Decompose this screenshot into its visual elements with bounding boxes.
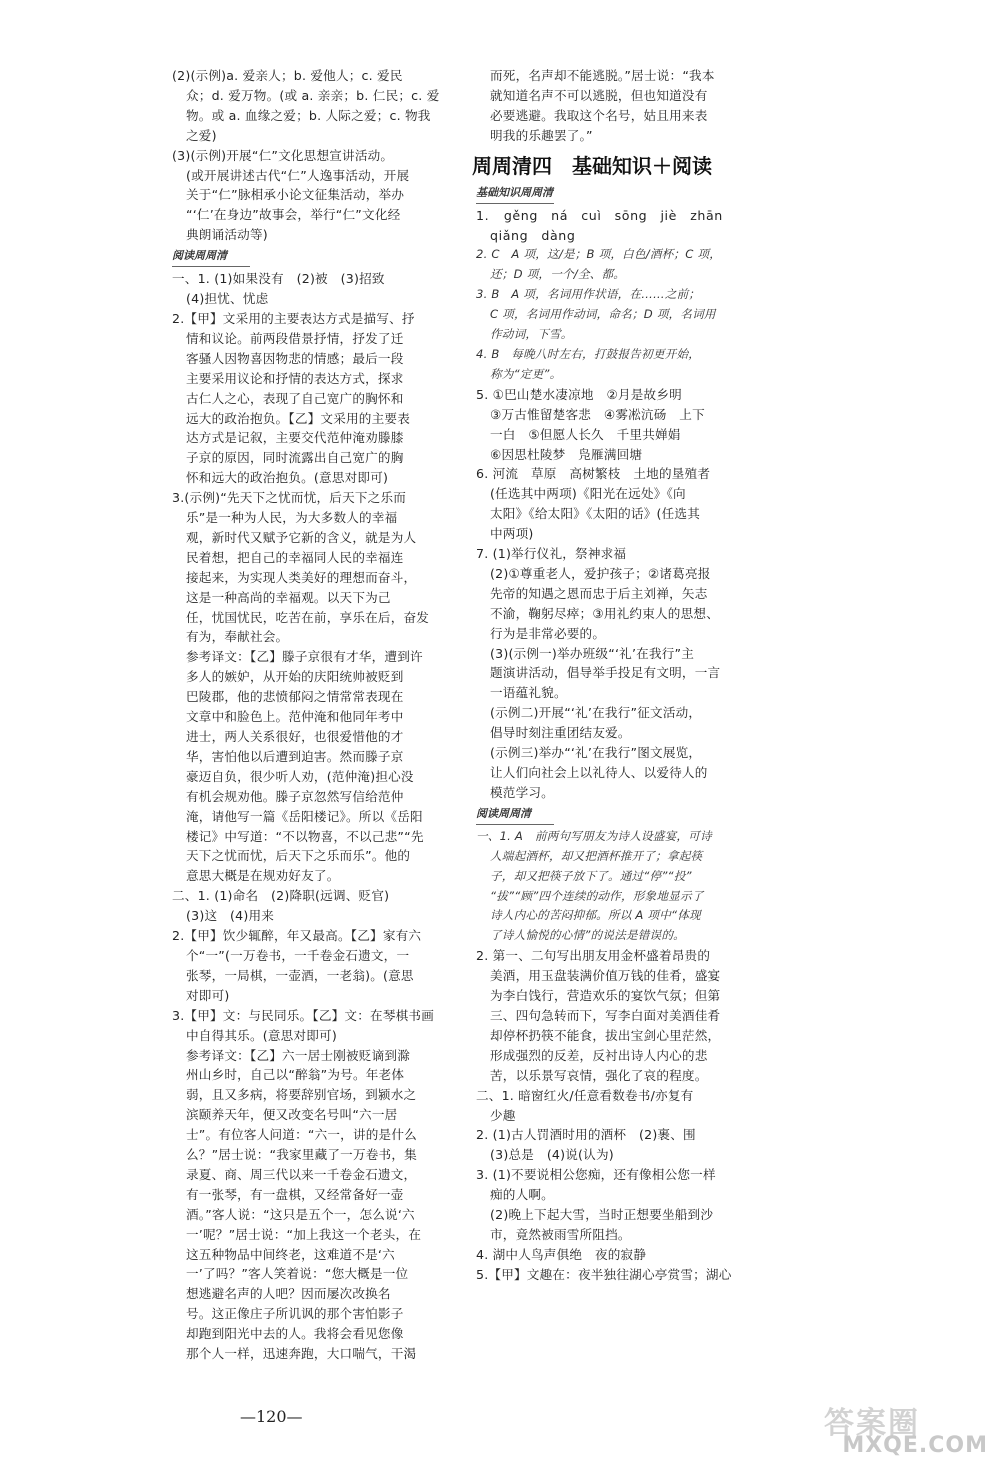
answer-line: 这五种物品中间终老，这难道不是‘六 — [186, 1246, 395, 1262]
answer-line: 4. B 每晚八时左右，打鼓报告初更开始， — [476, 346, 700, 361]
answer-line: 观，新时代又赋予它新的含义，就是为人 — [186, 529, 417, 545]
answer-line: (4)担忧、忧虑 — [186, 291, 269, 307]
answer-line: 题演讲活动，倡导举手投足有文明，一言 — [490, 665, 721, 681]
answer-line: 子京的原因，同时流露出自己宽广的胸 — [186, 450, 404, 466]
answer-line: 苦，以乐景写哀情，强化了哀的程度。 — [490, 1067, 708, 1083]
answer-line: (3)总是 (4)说(认为) — [490, 1147, 614, 1163]
answer-line: (任选其中两项)《阳光在远处》《向 — [490, 486, 686, 502]
answer-line: (3)这 (4)用来 — [186, 908, 275, 924]
answer-line: 有为，奉献社会。 — [186, 629, 289, 645]
watermark-seal: 答案圈 — [824, 1406, 920, 1441]
answer-line: ⑥因思杜陵梦 凫雁满回塘 — [490, 446, 643, 462]
answer-line: 少趣 — [490, 1107, 516, 1123]
answer-line: C 项，名词用作动词，命名；D 项，名词用 — [490, 307, 716, 322]
answer-line: 3.【甲】文：与民同乐。【乙】文：在琴棋书画 — [172, 1007, 434, 1023]
answer-line: 行为是非常必要的。 — [490, 625, 606, 641]
answer-line: 中自得其乐。(意思对即可) — [186, 1027, 337, 1043]
answer-line: 州山乡时，自己以“醉翁”为号。年老体 — [186, 1067, 405, 1083]
section-heading: 周周清四 基础知识＋阅读 — [472, 153, 712, 178]
answer-line: 倡导时刻注重团结友爱。 — [490, 725, 631, 741]
answer-line: (或开展讲述古代“仁”人逸事活动，开展 — [186, 167, 410, 183]
answer-line: 4. 湖中人鸟声俱绝 夜的寂静 — [476, 1246, 647, 1262]
answer-line: 必要逃避。我取这个名号，姑且用来表 — [490, 107, 708, 123]
answer-line: 2.【甲】文采用的主要表达方式是描写、抒 — [172, 310, 415, 326]
answer-line: 2. (1)古人罚酒时用的酒杯 (2)裹、围 — [476, 1127, 696, 1143]
answer-line: 主要采用议论和抒情的表达方式，探求 — [186, 370, 404, 386]
answer-line: “‘仁’在身边”故事会，举行“仁”文化经 — [186, 207, 401, 223]
answer-line: 3. (1)不要说相公您痴，还有像相公您一样 — [476, 1167, 716, 1183]
answer-line: 接起来，为实现人类美好的理想而奋斗， — [186, 569, 417, 585]
answer-line: 人端起酒杯，却又把酒杯推开了；拿起筷 — [490, 848, 703, 863]
answer-line: 乐”是一种为人民，为大多数人的幸福 — [186, 510, 398, 526]
answer-line: 物。或 a. 血缘之爱；b. 人际之爱；c. 物我 — [186, 107, 431, 123]
answer-line: 美酒，用玉盘装满价值万钱的佳肴，盛宴 — [490, 968, 721, 984]
answer-line: 情和议论。前两段借景抒情，抒发了迁 — [186, 330, 404, 346]
answer-line: 进士，两人关系很好，也很爱惜他的才 — [186, 729, 404, 744]
answer-line: 2. C A 项，这/是；B 项，白色/酒杯；C 项， — [476, 247, 721, 262]
answer-line: 士”。有位客人问道：“六一，讲的是什么 — [186, 1127, 417, 1143]
answer-line: 楼记》中写道：“不以物喜，不以己悲”“先 — [186, 828, 424, 844]
answer-line: 古仁人之心，表现了自己宽广的胸怀和 — [186, 390, 404, 406]
answer-line: 先帝的知遇之恩而忠于后主刘禅，矢志 — [490, 585, 708, 601]
answer-line: 还；D 项，一个/全、都。 — [490, 267, 626, 282]
answer-line: 二、1. (1)命名 (2)降职(远调、贬官) — [172, 888, 390, 904]
answer-line: 却停杯扔筷不能食，拔出宝剑心里茫然， — [490, 1027, 721, 1043]
page-number: —120— — [240, 1407, 303, 1426]
answer-line: 却跑到阳光中去的人。我将会看见您像 — [186, 1326, 404, 1342]
watermark-logo — [818, 1398, 988, 1458]
answer-line: 关于“仁”脉相承小论文征集活动，举办 — [186, 187, 405, 203]
watermark-site: MXQE.COM — [842, 1433, 988, 1458]
answer-line: 2. 第一、二句写出朋友用金杯盛着昂贵的 — [476, 948, 711, 964]
answer-line: 参考译文：【乙】滕子京很有才华，遭到许 — [186, 649, 423, 665]
answer-line: 一、1. (1)如果没有 (2)被 (3)招致 — [172, 271, 385, 287]
answer-line: 想逃避名声的人吧？因而屡次改换名 — [186, 1286, 391, 1302]
answer-line: (2)(示例)a. 爱亲人；b. 爱他人；c. 爱民 — [172, 68, 403, 83]
answer-line: 3.(示例)“先天下之忧而忧，后天下之乐而 — [172, 490, 407, 506]
answer-line: 就知道名声不可以逃脱，但也知道没有 — [490, 87, 708, 103]
answer-line: 远大的政治抱负。【乙】文采用的主要表 — [186, 410, 410, 426]
answer-line: 诗人内心的苦闷抑郁。所以 A 项中“体现 — [490, 908, 701, 923]
answer-line: 为李白饯行，营造欢乐的宴饮气氛；但第 — [490, 988, 721, 1004]
answer-line: 张琴，一局棋，一壶酒，一老翁)。(意思 — [186, 967, 414, 983]
answer-line: 6. 河流 草原 高树繁枝 土地的垦殖者 — [476, 466, 711, 482]
answer-line: 弱，且又多病，将要辞别官场，到颍水之 — [186, 1087, 417, 1103]
answer-line: 三、四句急转而下，写李白面对美酒佳肴 — [490, 1007, 721, 1023]
answer-line: 中两项) — [490, 526, 534, 542]
answer-line: 形成强烈的反差，反衬出诗人内心的悲 — [490, 1047, 708, 1063]
answer-line: 模范学习。 — [490, 784, 554, 800]
answer-line: 众；d. 爱万物。(或 a. 亲亲；b. 仁民；c. 爱 — [186, 87, 440, 103]
answer-line: 而死，名声却不能逃脱。”居士说：“我本 — [490, 68, 715, 83]
answer-line: (3)(示例一)举办班级“‘礼’在我行”主 — [490, 645, 695, 661]
answer-line: (3)(示例)开展“仁”文化思想宣讲活动。 — [172, 147, 394, 163]
answer-line: 达方式是记叙，主要交代范仲淹劝滕膝 — [186, 430, 404, 446]
answer-line: 华，害怕他以后遭到迫害。然而滕子京 — [186, 748, 404, 764]
answer-line: 痴的人啊。 — [490, 1187, 554, 1203]
answer-line: (示例二)开展“‘礼’在我行”征文活动， — [490, 705, 702, 721]
answer-line: 号。这正像庄子所讥讽的那个害怕影子 — [186, 1306, 404, 1322]
answer-line: 5.【甲】文趣在：夜半独往湖心亭赏雪；湖心 — [476, 1266, 732, 1282]
answer-line: 5. ①巴山楚水凄凉地 ②月是故乡明 — [476, 386, 682, 402]
answer-line: 称为“定更”。 — [490, 366, 562, 381]
answer-line: 对即可) — [186, 987, 230, 1003]
answer-line: 不渝，鞠躬尽瘁；③用礼约束人的思想、 — [490, 605, 719, 621]
answer-line: ③万古惟留楚客悲 ④雾凇沆砀 上下 — [490, 406, 705, 422]
answer-line: 有一张琴，有一盘棋，又经常备好一壶 — [186, 1186, 404, 1202]
answer-line: 一’了吗？”客人笑着说：“您大概是一位 — [186, 1266, 409, 1282]
subsection-label: 基础知识周周清 — [476, 184, 554, 204]
answer-line: 意思大概是在规劝好友了。 — [186, 868, 340, 884]
answer-line: 2.【甲】饮少辄醉，年又最高。【乙】家有六 — [172, 928, 422, 944]
answer-line: 明我的乐趣罢了。” — [490, 127, 593, 143]
subsection-label: 阅读周周清 — [476, 805, 554, 825]
answer-line: 子，却又把筷子放下了。通过“停”“投” — [490, 868, 692, 883]
answer-line: 酒。”客人说：“这只是五个一，怎么说‘六 — [186, 1206, 415, 1222]
answer-line: 有机会规劝他。滕子京忽然写信给范仲 — [186, 788, 404, 804]
answer-line: (示例三)举办“‘礼’在我行”图文展览， — [490, 745, 702, 761]
answer-line: 怀和远大的政治抱负。(意思对即可) — [186, 470, 389, 486]
answer-line: 太阳》《给太阳》《太阳的话》(任选其 — [490, 506, 701, 522]
answer-line: 让人们向社会上以礼待人、以爱待人的 — [490, 765, 708, 780]
answer-line: qiǎng dàng — [490, 227, 576, 243]
answer-line: 么？”居士说：“我家里藏了一万卷书，集 — [186, 1147, 417, 1163]
answer-line: 一语蕴礼貌。 — [490, 685, 567, 701]
answer-line: 这是一种高尚的幸福观。以天下为己 — [186, 589, 391, 605]
answer-line: 3. B A 项，名词用作状语，在……之前； — [476, 287, 701, 302]
subsection-label: 阅读周周清 — [172, 247, 250, 267]
answer-line: 滨颐养天年，便又改变名号叫“六一居 — [186, 1107, 398, 1123]
answer-line: “拔”“顾”四个连续的动作，形象地显示了 — [490, 888, 704, 903]
answer-line: 参考译文：【乙】六一居士刚被贬谪到滁 — [186, 1047, 410, 1063]
answer-line: 文章中和脸色上。范仲淹和他同年考中 — [186, 709, 404, 725]
answer-line: 之爱) — [186, 127, 217, 143]
answer-line: 7. (1)举行仪礼，祭神求福 — [476, 546, 627, 562]
answer-line: 市，竟然被雨雪所阻挡。 — [490, 1226, 631, 1242]
answer-line: 一、1. A 前两句写朋友为诗人设盛宴，可诗 — [476, 828, 712, 843]
answer-line: 客骚人因物喜因物悲的情感；最后一段 — [186, 350, 404, 366]
answer-line: 一白 ⑤但愿人长久 千里共婵娟 — [490, 426, 681, 442]
left-column — [172, 66, 440, 1364]
answer-line: 任，忧国忧民，吃苦在前，享乐在后，奋发 — [186, 609, 430, 625]
answer-line: (2)①尊重老人，爱护孩子；②诸葛亮报 — [490, 565, 711, 581]
answer-line: 天下之忧而忧，后天下之乐而乐”。他的 — [186, 848, 411, 864]
answer-line: 淹，请他写一篇《岳阳楼记》。所以《岳阳 — [186, 808, 423, 824]
answer-line: 一’呢？”居士说：“加上我这一个老头，在 — [186, 1226, 422, 1242]
answer-line: 二、1. 暗窗红火/任意看数卷书/亦复有 — [476, 1087, 694, 1103]
answer-line: 了诗人愉悦的心情”的说法是错误的。 — [490, 928, 685, 943]
answer-line: (2)晚上下起大雪，当时正想要坐船到沙 — [490, 1207, 714, 1223]
answer-line: 录夏、商、周三代以来一千卷金石遗文， — [186, 1166, 417, 1182]
answer-line: 作动词，下雪。 — [490, 327, 573, 342]
right-column — [472, 66, 748, 1285]
answer-line: 多人的嫉妒，从开始的庆阳统帅被贬到 — [186, 669, 404, 685]
answer-line: 那个人一样，迅速奔跑，大口喘气，干渴 — [186, 1346, 417, 1362]
answer-line: 1. gěng ná cuì sōng jiè zhān — [476, 207, 723, 223]
answer-line: 民着想，把自己的幸福同人民的幸福连 — [186, 549, 404, 565]
answer-line: 典朗诵活动等) — [186, 227, 268, 243]
answer-line: 巴陵郡，他的悲愤郁闷之情常常表现在 — [186, 689, 404, 705]
answer-line: 豪迈自负，很少听人劝，(范仲淹)担心没 — [186, 768, 414, 784]
answer-line: 个“一”(一万卷书，一千卷金石遗文，一 — [186, 947, 410, 963]
